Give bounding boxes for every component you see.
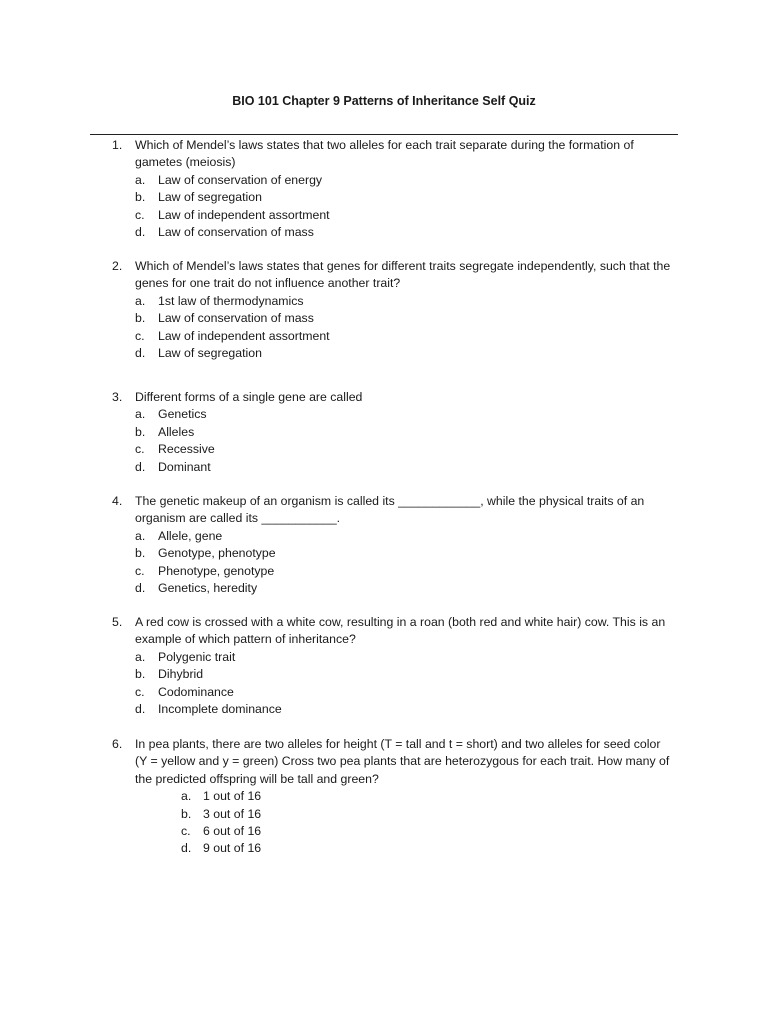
option-letter: a. (135, 528, 146, 543)
option-item (0, 406, 768, 423)
option-text: Dominant (158, 459, 211, 474)
option-list (0, 528, 768, 598)
option-letter: a. (135, 172, 146, 187)
option-text: Dihybrid (158, 667, 204, 682)
option-letter: c. (135, 563, 145, 578)
option-item (0, 293, 768, 310)
option-item (0, 441, 768, 458)
title-divider (90, 134, 678, 135)
page-title: BIO 101 Chapter 9 Patterns of Inheritance Self Quiz (232, 94, 536, 108)
question-1 (0, 137, 768, 241)
option-item (0, 528, 768, 545)
question-2 (0, 258, 768, 362)
option-letter: c. (135, 684, 145, 699)
option-item (0, 666, 768, 683)
option-text: Polygenic trait (158, 649, 236, 664)
option-letter: d. (135, 580, 146, 595)
option-text: Genetics (158, 407, 207, 422)
option-letter: b. (181, 806, 192, 821)
option-text: Law of conservation of mass (158, 224, 314, 239)
option-list (0, 788, 768, 858)
option-text: Codominance (158, 684, 234, 699)
option-text: Genotype, phenotype (158, 546, 276, 561)
question-text: Which of Mendel’s laws states that two alleles for each trait separate during the formation of gametes (meiosis) (135, 138, 634, 170)
option-letter: c. (181, 824, 191, 838)
question-text: Which of Mendel’s laws states that genes for different traits segregate independently, such that the genes for one trait do not influence another trait? (135, 259, 671, 291)
option-letter: d. (135, 224, 146, 239)
option-item (0, 788, 768, 805)
option-item (0, 424, 768, 441)
question-number: 6. (112, 737, 123, 751)
option-item (0, 172, 768, 189)
option-list (0, 406, 768, 476)
option-list (0, 293, 768, 363)
option-list (0, 172, 768, 242)
option-letter: d. (135, 701, 146, 716)
option-letter: d. (135, 459, 146, 474)
option-item (0, 684, 768, 701)
option-text: 6 out of 16 (203, 824, 262, 838)
question-text: A red cow is crossed with a white cow, resulting in a roan (both red and white hair) cow. This is an example of which pattern of inheritance? (135, 615, 666, 647)
option-text: 1 out of 16 (203, 789, 262, 804)
question-number: 1. (112, 138, 123, 152)
option-letter: c. (135, 207, 145, 222)
option-letter: c. (135, 442, 145, 457)
option-item (0, 310, 768, 327)
question-text: In pea plants, there are two alleles for height (T = tall and t = short) and two alleles for seed color (Y = yellow and y = green) Cross two pea plants that are heterozygous for each trait. How many of the predicted offspring will be tall and green? (135, 737, 670, 786)
option-letter: d. (181, 841, 192, 856)
option-item (0, 459, 768, 476)
option-letter: b. (135, 424, 146, 439)
option-letter: a. (181, 789, 192, 804)
option-list (0, 649, 768, 719)
option-letter: c. (135, 328, 145, 343)
option-text: 1st law of thermodynamics (158, 293, 304, 308)
question-number: 5. (112, 615, 123, 629)
option-item (0, 649, 768, 666)
option-text: Allele, gene (158, 528, 223, 543)
option-text: Law of independent assortment (158, 207, 330, 222)
question-5 (0, 614, 768, 718)
option-letter: d. (135, 345, 146, 360)
option-text: Law of segregation (158, 190, 262, 205)
option-item (0, 345, 768, 362)
option-item (0, 563, 768, 580)
option-text: Law of conservation of mass (158, 311, 314, 326)
option-text: 9 out of 16 (203, 841, 262, 856)
option-letter: b. (135, 667, 146, 682)
option-text: Recessive (158, 442, 215, 457)
option-text: Law of independent assortment (158, 328, 330, 343)
option-item (0, 806, 768, 823)
option-item (0, 328, 768, 345)
option-text: 3 out of 16 (203, 806, 262, 821)
option-item (0, 189, 768, 206)
question-text: Different forms of a single gene are called (135, 390, 363, 404)
option-text: Alleles (158, 424, 195, 439)
question-text: The genetic makeup of an organism is called its ____________, while the physical traits of an organism are called its ___________. (135, 494, 645, 526)
option-item (0, 545, 768, 562)
option-text: Law of conservation of energy (158, 172, 323, 187)
option-item (0, 840, 768, 857)
option-letter: b. (135, 190, 146, 205)
option-item (0, 224, 768, 241)
option-text: Incomplete dominance (158, 701, 282, 716)
option-letter: a. (135, 293, 146, 308)
option-letter: a. (135, 649, 146, 664)
question-3 (0, 389, 768, 476)
question-4 (0, 493, 768, 597)
question-number: 2. (112, 259, 123, 273)
option-letter: b. (135, 546, 146, 561)
option-text: Phenotype, genotype (158, 563, 275, 578)
option-text: Law of segregation (158, 345, 262, 360)
option-item (0, 580, 768, 597)
option-letter: b. (135, 311, 146, 326)
option-letter: a. (135, 407, 146, 422)
option-item (0, 207, 768, 224)
question-number: 3. (112, 390, 123, 404)
option-item (0, 701, 768, 718)
question-6 (0, 736, 768, 858)
option-item (0, 823, 768, 840)
option-text: Genetics, heredity (158, 580, 258, 595)
question-number: 4. (112, 494, 123, 508)
